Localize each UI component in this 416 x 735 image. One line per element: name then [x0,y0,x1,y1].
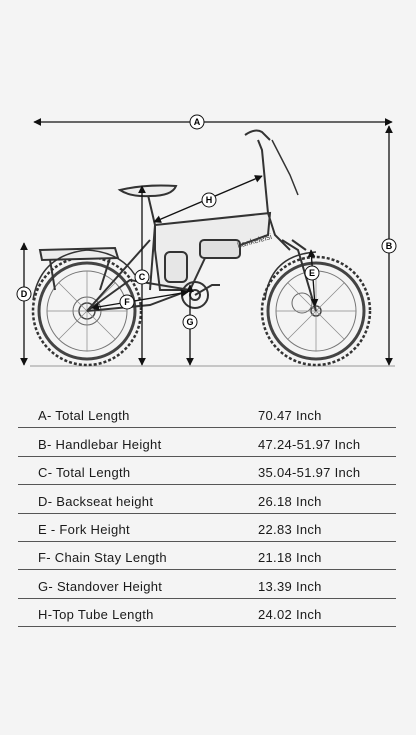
bike-frame [33,131,316,311]
spec-label: H-Top Tube Length [38,607,154,623]
marker-d [17,287,31,301]
spec-label: E - Fork Height [38,521,130,537]
svg-text:C: C [138,272,146,282]
spec-row-f [18,542,396,570]
svg-text:A: A [193,117,201,127]
spec-label: B- Handlebar Height [38,436,162,452]
spec-row-b [18,428,396,456]
frame-brand-text: Lankeleisi [236,232,273,250]
dimension-c-total-length [135,186,149,365]
spec-value: 47.24-51.97 Inch [258,436,361,452]
spec-label: A- Total Length [38,408,130,424]
spec-row-h [18,599,396,627]
spec-value: 26.18 Inch [258,493,322,509]
spec-value: 35.04-51.97 Inch [258,465,361,481]
svg-text:E: E [308,268,316,278]
marker-a [190,115,204,129]
spec-value: 21.18 Inch [258,550,322,566]
marker-e [305,266,319,280]
spec-row-e [18,514,396,542]
marker-c [135,270,149,284]
spec-label: G- Standover Height [38,578,163,594]
spec-label: F- Chain Stay Length [38,550,167,566]
spec-table [18,400,396,627]
spec-value: 22.83 Inch [258,521,322,537]
marker-h [202,193,216,207]
spec-row-d [18,485,396,513]
svg-text:F: F [124,297,130,307]
spec-value: 70.47 Inch [258,408,322,424]
dimension-g-standover-height [183,285,197,365]
spec-row-c [18,457,396,485]
spec-row-a [18,400,396,428]
marker-g [183,315,197,329]
spec-value: 13.39 Inch [258,578,322,594]
svg-text:G: G [186,317,194,327]
spec-label: C- Total Length [38,465,131,481]
dimension-b-handlebar-height [382,126,396,365]
svg-text:B: B [385,241,393,251]
marker-b [382,239,396,253]
svg-text:H: H [205,195,213,205]
dimension-d-backseat-height [17,243,31,365]
marker-f [120,295,134,309]
svg-text:D: D [20,289,28,299]
spec-value: 24.02 Inch [258,607,322,623]
dimension-a-total-length [34,115,392,129]
spec-label: D- Backseat height [38,493,154,509]
spec-row-g [18,570,396,598]
